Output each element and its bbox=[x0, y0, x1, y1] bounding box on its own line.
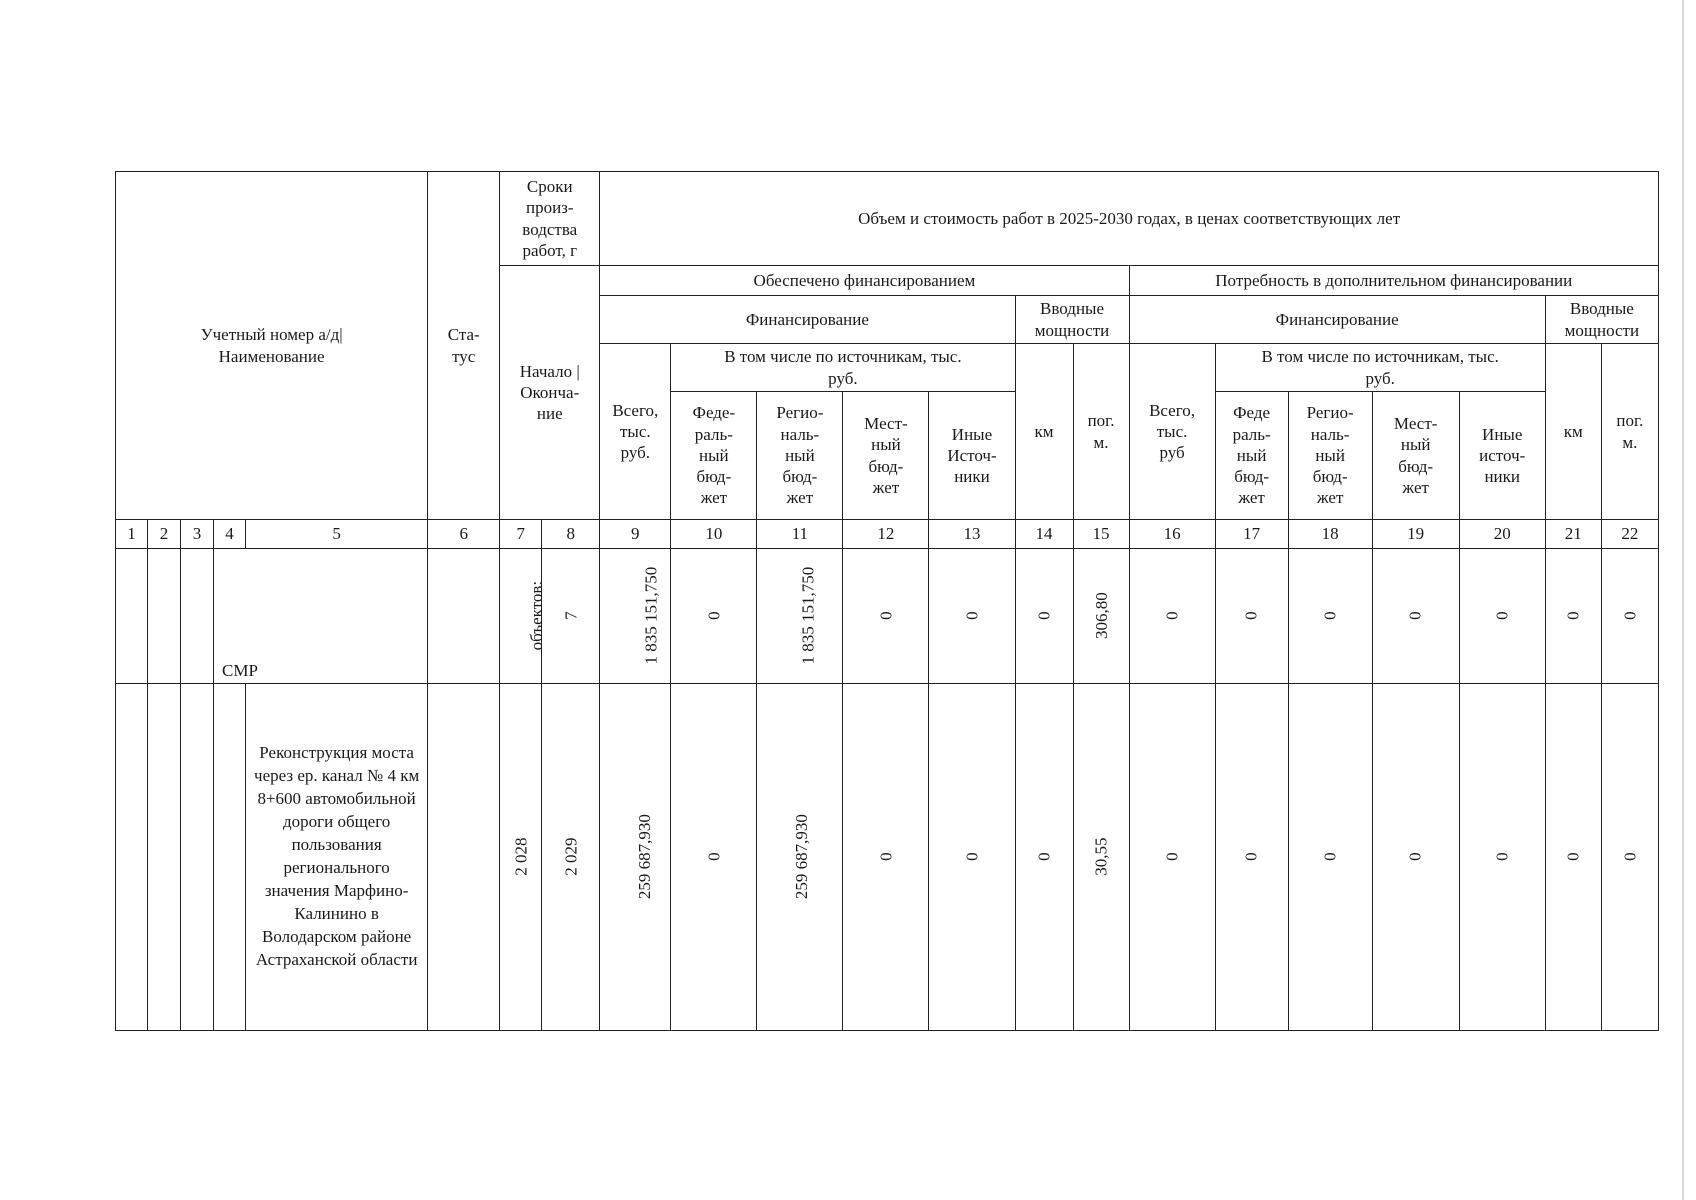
header-total-secured: Всего, тыс. руб. bbox=[600, 344, 671, 520]
summary-total-additional: 0 bbox=[1129, 549, 1215, 684]
column-number: 9 bbox=[600, 520, 671, 549]
summary-pm-additional: 0 bbox=[1601, 549, 1658, 684]
header-regional-additional: Регио- наль- ный бюд- жет bbox=[1288, 392, 1372, 520]
column-number: 22 bbox=[1601, 520, 1658, 549]
object-total-secured: 259 687,930 bbox=[600, 684, 671, 1031]
summary-status bbox=[428, 549, 500, 684]
object-local-additional: 0 bbox=[1372, 684, 1459, 1031]
column-number: 12 bbox=[843, 520, 929, 549]
header-km-additional: км bbox=[1545, 344, 1601, 520]
object-federal-secured: 0 bbox=[671, 684, 757, 1031]
summary-label: СМР bbox=[214, 549, 428, 684]
header-start-end: Начало | Оконча- ние bbox=[500, 266, 600, 520]
column-number: 18 bbox=[1288, 520, 1372, 549]
header-secured: Обеспечено финансированием bbox=[600, 266, 1129, 296]
summary-total-secured: 1 835 151,750 bbox=[600, 549, 671, 684]
column-number: 6 bbox=[428, 520, 500, 549]
header-terms: Сроки произ- водства работ, г bbox=[500, 172, 600, 266]
object-local-secured: 0 bbox=[843, 684, 929, 1031]
column-number: 10 bbox=[671, 520, 757, 549]
summary-row bbox=[116, 549, 1659, 684]
object-total-additional: 0 bbox=[1129, 684, 1215, 1031]
header-km-secured: км bbox=[1015, 344, 1073, 520]
summary-other-additional: 0 bbox=[1459, 549, 1545, 684]
summary-federal-additional: 0 bbox=[1215, 549, 1288, 684]
header-account-name: Учетный номер а/д| Наименование bbox=[116, 172, 428, 520]
header-additional: Потребность в дополнительном финансировании bbox=[1129, 266, 1658, 296]
header-other-additional: Иные источ- ники bbox=[1459, 392, 1545, 520]
object-start-year: 2 028 bbox=[500, 684, 542, 1031]
column-number: 7 bbox=[500, 520, 542, 549]
summary-local-secured: 0 bbox=[843, 549, 929, 684]
header-financing-additional: Финансирование bbox=[1129, 296, 1545, 344]
object-km-secured: 0 bbox=[1015, 684, 1073, 1031]
header-federal-secured: Феде- раль- ный бюд- жет bbox=[671, 392, 757, 520]
header-federal-additional: Феде раль- ный бюд- жет bbox=[1215, 392, 1288, 520]
summary-cell-3 bbox=[181, 549, 214, 684]
summary-regional-additional: 0 bbox=[1288, 549, 1372, 684]
summary-objects-count: 7 bbox=[542, 549, 600, 684]
column-number: 17 bbox=[1215, 520, 1288, 549]
object-status bbox=[428, 684, 500, 1031]
column-number: 5 bbox=[246, 520, 428, 549]
header-regional-secured: Регио- наль- ный бюд- жет bbox=[757, 392, 843, 520]
object-pm-additional: 0 bbox=[1601, 684, 1658, 1031]
summary-federal-secured: 0 bbox=[671, 549, 757, 684]
summary-other-secured: 0 bbox=[929, 549, 1015, 684]
summary-local-additional: 0 bbox=[1372, 549, 1459, 684]
summary-objects-label: объектов: bbox=[500, 549, 542, 684]
header-sources-secured: В том числе по источникам, тыс. руб. bbox=[671, 344, 1015, 392]
summary-km-additional: 0 bbox=[1545, 549, 1601, 684]
object-km-additional: 0 bbox=[1545, 684, 1601, 1031]
page-edge bbox=[1682, 0, 1684, 1200]
object-other-additional: 0 bbox=[1459, 684, 1545, 1031]
column-number: 19 bbox=[1372, 520, 1459, 549]
header-sources-additional: В том числе по источникам, тыс. руб. bbox=[1215, 344, 1545, 392]
column-number: 16 bbox=[1129, 520, 1215, 549]
column-number: 20 bbox=[1459, 520, 1545, 549]
object-name: Реконструкция моста через ер. канал № 4 км 8+600 автомобильной дороги общего пользования регионального значения Марфино-Калинино в Володарском районе Астраханской области bbox=[246, 684, 428, 1031]
header-other-secured: Иные Источ- ники bbox=[929, 392, 1015, 520]
summary-km-secured: 0 bbox=[1015, 549, 1073, 684]
column-number: 11 bbox=[757, 520, 843, 549]
object-regional-secured: 259 687,930 bbox=[757, 684, 843, 1031]
header-financing-secured: Финансирование bbox=[600, 296, 1015, 344]
header-status: Ста- тус bbox=[428, 172, 500, 520]
object-federal-additional: 0 bbox=[1215, 684, 1288, 1031]
header-capacity-additional: Вводные мощности bbox=[1545, 296, 1658, 344]
object-end-year: 2 029 bbox=[542, 684, 600, 1031]
column-number-row bbox=[116, 520, 1659, 549]
column-number: 2 bbox=[148, 520, 181, 549]
object-other-secured: 0 bbox=[929, 684, 1015, 1031]
object-cell-3 bbox=[181, 684, 214, 1031]
object-regional-additional: 0 bbox=[1288, 684, 1372, 1031]
header-local-additional: Мест- ный бюд- жет bbox=[1372, 392, 1459, 520]
column-number: 3 bbox=[181, 520, 214, 549]
column-number: 13 bbox=[929, 520, 1015, 549]
header-local-secured: Мест- ный бюд- жет bbox=[843, 392, 929, 520]
object-cell-2 bbox=[148, 684, 181, 1031]
summary-regional-secured: 1 835 151,750 bbox=[757, 549, 843, 684]
summary-cell-2 bbox=[148, 549, 181, 684]
summary-pm-secured: 306,80 bbox=[1073, 549, 1129, 684]
column-number: 4 bbox=[214, 520, 246, 549]
header-volume-title: Объем и стоимость работ в 2025-2030 годах, в ценах соответствующих лет bbox=[600, 172, 1659, 266]
object-cell-1 bbox=[116, 684, 148, 1031]
financing-table bbox=[115, 171, 1659, 1031]
header-pm-secured: пог. м. bbox=[1073, 344, 1129, 520]
column-number: 14 bbox=[1015, 520, 1073, 549]
column-number: 21 bbox=[1545, 520, 1601, 549]
column-number: 15 bbox=[1073, 520, 1129, 549]
column-number: 1 bbox=[116, 520, 148, 549]
header-capacity-secured: Вводные мощности bbox=[1015, 296, 1129, 344]
summary-cell-1 bbox=[116, 549, 148, 684]
header-pm-additional: пог. м. bbox=[1601, 344, 1658, 520]
object-pm-secured: 30,55 bbox=[1073, 684, 1129, 1031]
header-total-additional: Всего, тыс. руб bbox=[1129, 344, 1215, 520]
column-number: 8 bbox=[542, 520, 600, 549]
object-row bbox=[116, 684, 1659, 1031]
object-cell-4 bbox=[214, 684, 246, 1031]
